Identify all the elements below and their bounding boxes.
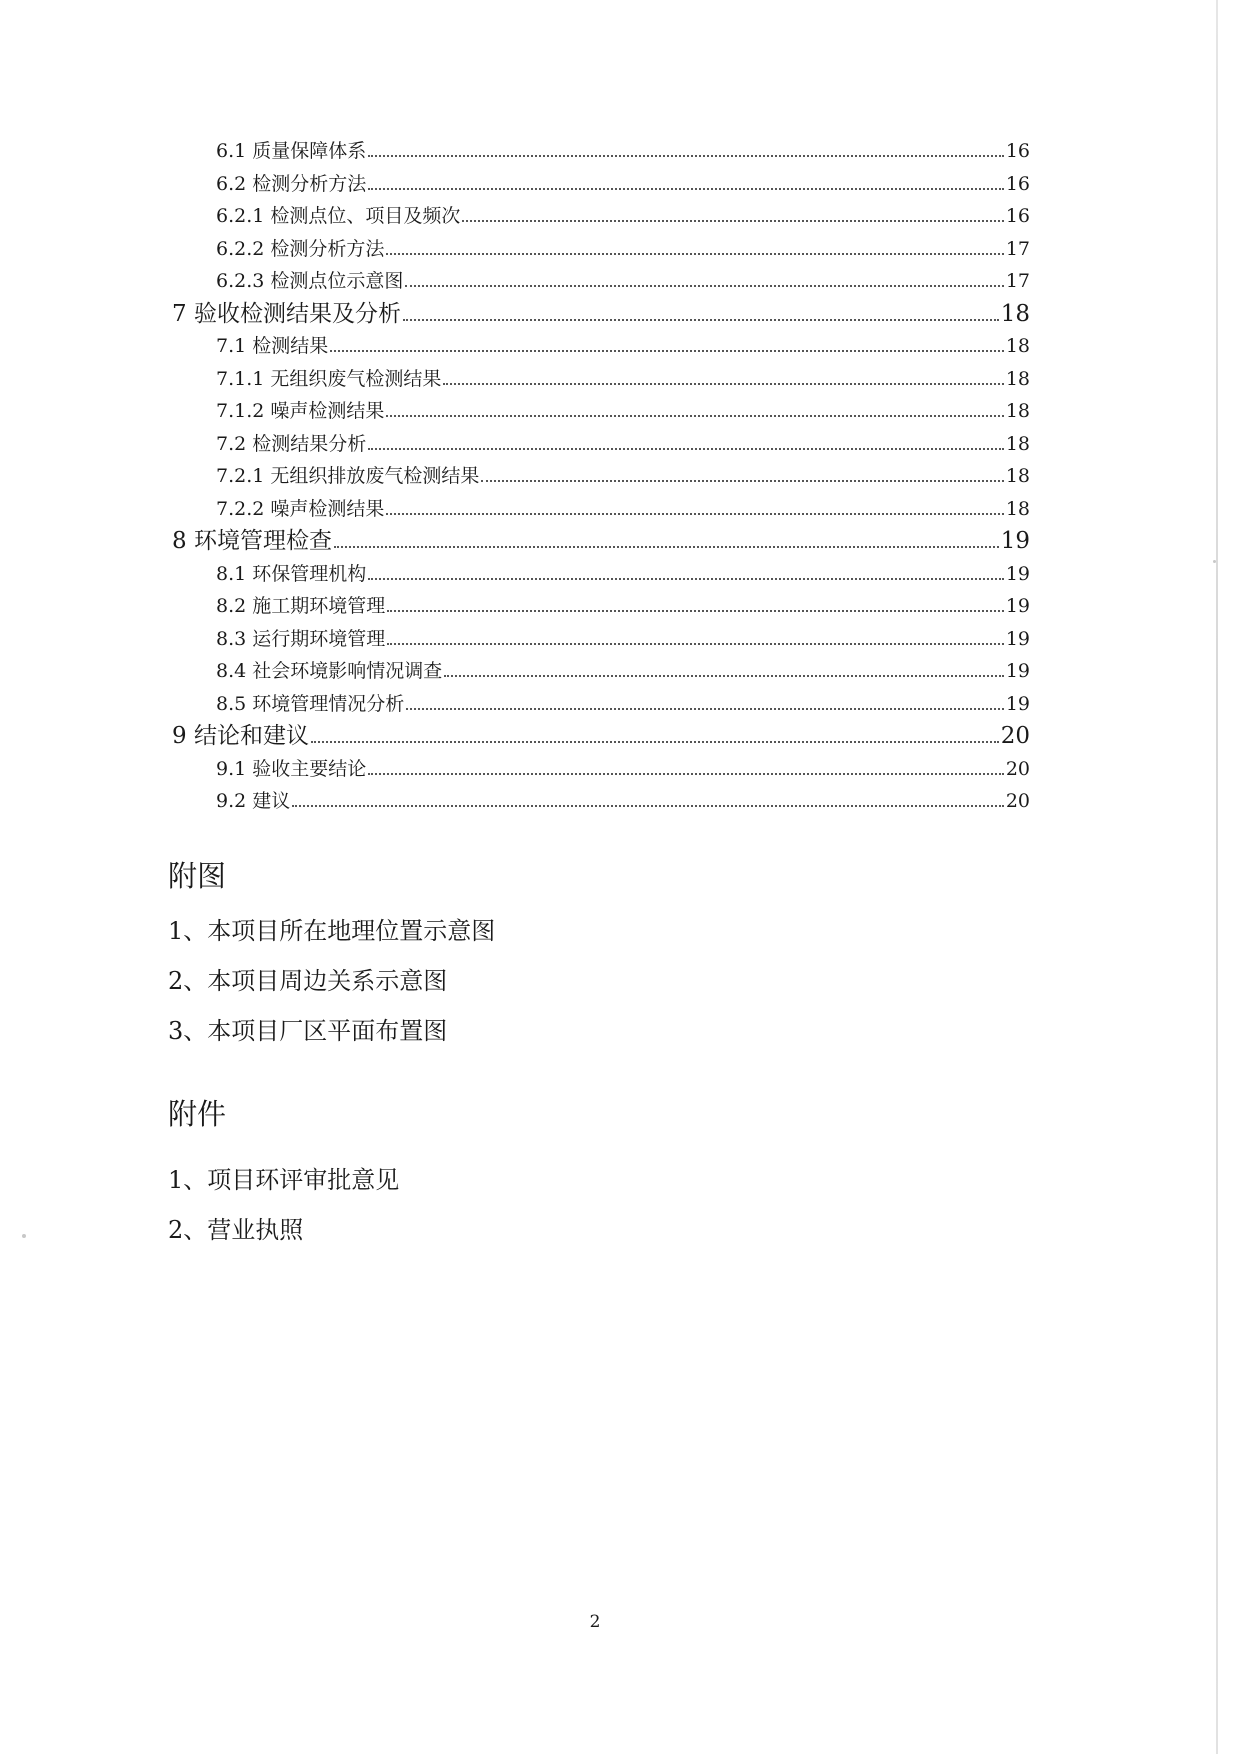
attachments-heading: 附件 — [168, 1097, 227, 1131]
toc-entry — [216, 396, 1030, 423]
toc-leader-dots — [368, 578, 1004, 580]
toc-entry — [216, 201, 1030, 228]
toc-entry — [172, 717, 1030, 750]
toc-entry-page: 18 — [1005, 497, 1030, 520]
toc-leader-dots — [406, 708, 1004, 710]
attachment-item-2: 2、营业执照 — [168, 1216, 304, 1244]
page-number: 2 — [589, 1612, 601, 1632]
toc-leader-dots — [405, 285, 1003, 287]
toc-entry-label: 6.2.3 检测点位示意图 — [216, 270, 404, 292]
toc-entry-label: 6.2 检测分析方法 — [216, 172, 367, 195]
toc-entry-label: 8.5 环境管理情况分析 — [216, 692, 405, 715]
toc-entry — [216, 364, 1030, 391]
toc-entry-page: 20 — [1000, 723, 1030, 749]
toc-entry-label: 6.1 质量保障体系 — [216, 140, 367, 162]
toc-entry-label: 7.2.2 噪声检测结果 — [216, 497, 385, 520]
toc-leader-dots — [368, 448, 1004, 450]
toc-entry-label: 6.2.2 检测分析方法 — [216, 237, 385, 260]
toc-entry — [216, 429, 1030, 456]
toc-entry — [216, 689, 1030, 716]
toc-entry-page: 18 — [1005, 367, 1030, 390]
toc-entry-label: 9.2 建议 — [216, 790, 291, 812]
toc-entry-label: 8 环境管理检查 — [172, 528, 332, 554]
attachment-item-1: 1、项目环评审批意见 — [168, 1166, 400, 1194]
toc-entry-page: 19 — [1005, 562, 1030, 585]
toc-entry-page: 17 — [1005, 237, 1030, 260]
toc-entry-label: 6.2.1 检测点位、项目及频次 — [216, 205, 461, 227]
toc-entry-label: 9.1 验收主要结论 — [216, 757, 367, 780]
toc-leader-dots — [368, 773, 1004, 775]
toc-entry-page: 18 — [1005, 400, 1030, 422]
toc-entry — [216, 136, 1030, 163]
toc-leader-dots — [443, 383, 1003, 385]
toc-entry — [216, 234, 1030, 261]
toc-entry-label: 7.1.1 无组织废气检测结果 — [216, 367, 442, 390]
figure-item-1: 1、本项目所在地理位置示意图 — [168, 917, 496, 945]
toc-entry — [216, 169, 1030, 196]
toc-leader-dots — [368, 155, 1004, 157]
toc-entry-page: 19 — [1005, 595, 1030, 617]
toc-entry-page: 18 — [1005, 335, 1030, 357]
toc-entry — [172, 522, 1030, 555]
toc-leader-dots — [387, 610, 1004, 612]
toc-entry — [172, 295, 1030, 328]
toc-entry-label: 7.1 检测结果 — [216, 335, 329, 357]
toc-entry — [216, 266, 1030, 293]
figures-heading: 附图 — [168, 859, 227, 893]
toc-entry — [216, 656, 1030, 683]
toc-entry — [216, 494, 1030, 521]
scan-speck — [1213, 560, 1216, 563]
toc-leader-dots — [386, 513, 1003, 515]
toc-entry-label: 8.2 施工期环境管理 — [216, 595, 386, 617]
toc-leader-dots — [481, 480, 1003, 482]
toc-entry-label: 8.4 社会环境影响情况调查 — [216, 660, 443, 682]
figure-item-3: 3、本项目厂区平面布置图 — [168, 1017, 448, 1045]
scan-edge-shadow — [1216, 0, 1218, 1754]
toc-leader-dots — [292, 805, 1004, 807]
toc-entry-label: 7 验收检测结果及分析 — [172, 300, 401, 327]
toc-leader-dots — [311, 741, 999, 743]
toc-entry-page: 19 — [1005, 692, 1030, 715]
toc-entry — [216, 559, 1030, 586]
toc-leader-dots — [330, 350, 1004, 352]
toc-entry-label: 8.3 运行期环境管理 — [216, 627, 386, 650]
toc-entry-page: 16 — [1005, 205, 1030, 227]
toc-leader-dots — [387, 643, 1004, 645]
toc-entry-page: 16 — [1005, 140, 1030, 162]
toc-entry-page: 18 — [1005, 432, 1030, 455]
toc-leader-dots — [386, 415, 1003, 417]
toc-leader-dots — [444, 675, 1004, 677]
toc-leader-dots — [368, 188, 1004, 190]
toc-entry-page: 17 — [1005, 270, 1030, 292]
toc-entry-page: 19 — [1005, 660, 1030, 682]
scan-speck — [22, 1234, 26, 1238]
toc-leader-dots — [334, 546, 999, 548]
toc-entry-page: 18 — [1000, 300, 1030, 327]
toc-entry — [216, 786, 1030, 813]
toc-leader-dots — [462, 220, 1003, 222]
toc-entry-label: 7.2 检测结果分析 — [216, 432, 367, 455]
toc-entry-page: 18 — [1005, 465, 1030, 487]
toc-entry — [216, 461, 1030, 488]
toc-leader-dots — [403, 319, 999, 321]
toc-entry-label: 8.1 环保管理机构 — [216, 562, 367, 585]
toc-entry-page: 16 — [1005, 172, 1030, 195]
toc-entry — [216, 754, 1030, 781]
toc-entry — [216, 591, 1030, 618]
toc-entry-label: 9 结论和建议 — [172, 723, 309, 749]
toc-entry-page: 19 — [1000, 528, 1030, 554]
toc-entry-label: 7.1.2 噪声检测结果 — [216, 400, 385, 422]
toc-entry-page: 20 — [1005, 757, 1030, 780]
toc-entry — [216, 331, 1030, 358]
figure-item-2: 2、本项目周边关系示意图 — [168, 967, 448, 995]
toc-entry-label: 7.2.1 无组织排放废气检测结果 — [216, 465, 480, 487]
toc-entry-page: 19 — [1005, 627, 1030, 650]
toc-leader-dots — [386, 253, 1003, 255]
toc-entry-page: 20 — [1005, 790, 1030, 812]
toc-entry — [216, 624, 1030, 651]
